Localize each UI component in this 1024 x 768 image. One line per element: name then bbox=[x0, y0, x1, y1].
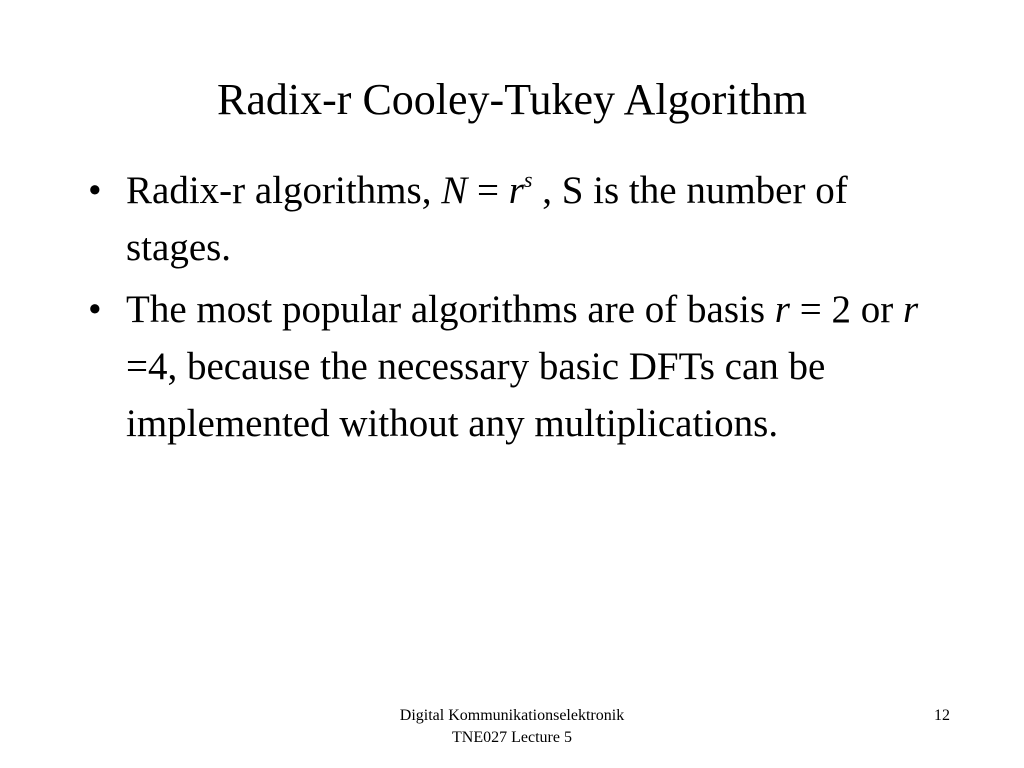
page-number: 12 bbox=[934, 707, 950, 724]
footer bbox=[0, 705, 1024, 749]
math-variable-r: r bbox=[508, 169, 524, 212]
bullet-icon: • bbox=[88, 169, 102, 212]
math-variable-n: N bbox=[441, 169, 468, 212]
bullet-text: The most popular algorithms are of basis bbox=[126, 288, 775, 331]
bullet-list bbox=[88, 162, 948, 457]
bullet-item-radix-definition bbox=[88, 162, 948, 276]
bullet-icon: • bbox=[88, 288, 102, 331]
bullet-text-continued: =4, because the necessary basic DFTs can be implemented without any multiplications. bbox=[126, 345, 826, 445]
footer-course-name: Digital Kommunikationselektronik bbox=[399, 707, 625, 724]
math-variable-r: r bbox=[902, 288, 919, 331]
bullet-text: Radix-r algorithms, bbox=[126, 169, 442, 212]
math-variable-r: r bbox=[774, 288, 790, 331]
bullet-item-popular-algorithms bbox=[88, 281, 948, 452]
bullet-text-continued: , S is the number of stages. bbox=[126, 169, 848, 269]
math-equals: = bbox=[467, 169, 509, 212]
footer-lecture: TNE027 Lecture 5 bbox=[452, 729, 572, 746]
slide-title: Radix-r Cooley-Tukey Algorithm bbox=[217, 75, 807, 124]
math-exponent-s: s bbox=[523, 167, 533, 192]
bullet-text-continued: = 2 or bbox=[789, 288, 903, 331]
